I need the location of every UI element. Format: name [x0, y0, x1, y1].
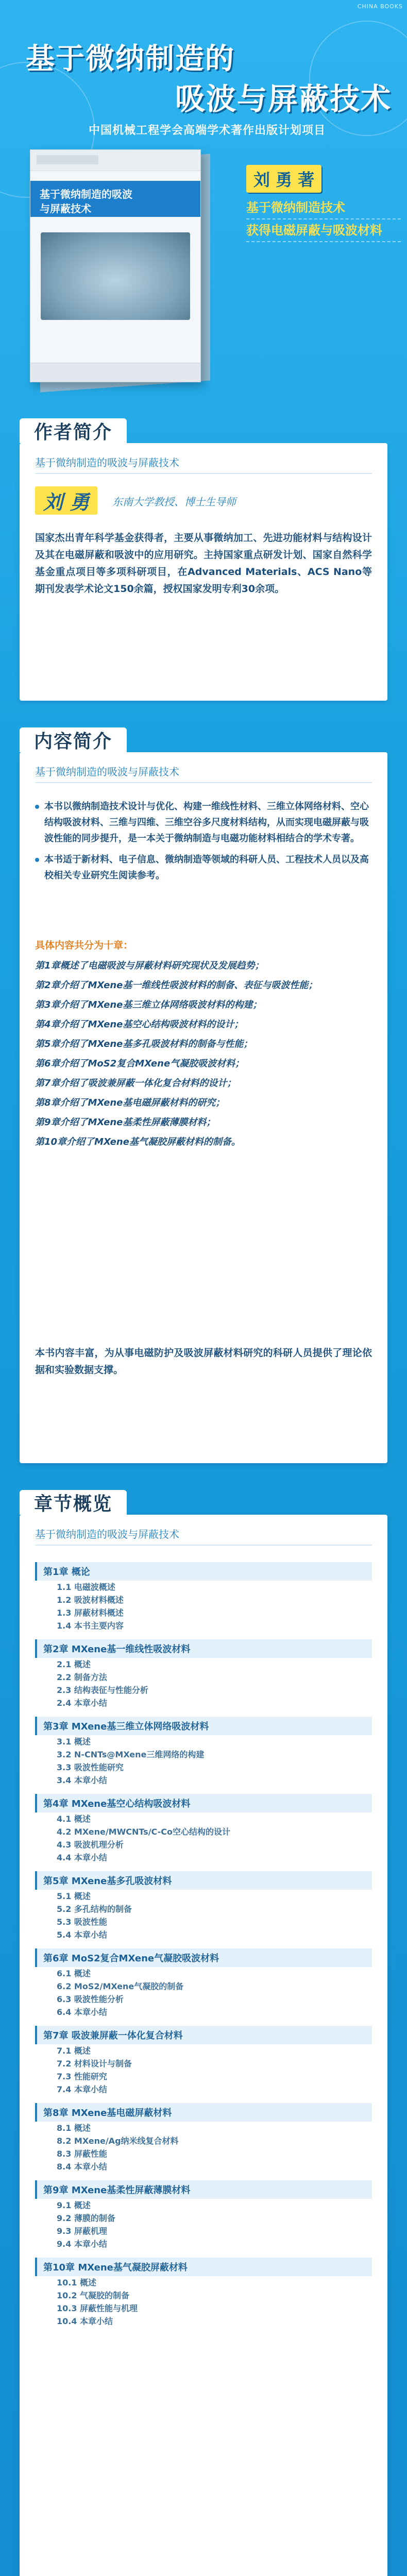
list-item: 第10章介绍了MXene基气凝胶屏蔽材料的制备。 — [35, 1137, 241, 1147]
toc-section: 1.1 电磁波概述 — [57, 1582, 115, 1592]
list-item: 本书以微纳制造技术设计与优化、构建一维线性材料、三维立体网络材料、空心结构吸波材料、三维与四维、三维空谷多尺度材料结构，从而实现电磁屏蔽与吸波性能的同步提升，是一本关于微纳制造与电磁功能材料相结合的学术专著。 — [35, 799, 372, 846]
toc-section-subtitle: 基于微纳制造的吸波与屏蔽技术 — [35, 1528, 179, 1540]
toc-section: 6.3 吸波性能分析 — [57, 1994, 124, 2004]
author-section-subtitle: 基于微纳制造的吸波与屏蔽技术 — [35, 456, 179, 469]
toc-section: 2.1 概述 — [57, 1659, 91, 1669]
toc-chapter: 第3章 MXene基三维立体网络吸波材料 — [35, 1717, 372, 1735]
list-item: 第2章介绍了MXene基一维线性吸波材料的制备、表征与吸波性能； — [35, 980, 318, 991]
toc-section: 4.4 本章小结 — [57, 1853, 107, 1862]
corner-mark: CHINA BOOKS — [357, 3, 403, 10]
toc-section: 10.1 概述 — [57, 2278, 97, 2287]
list-item: 第3章介绍了MXene基三维立体网络吸波材料的构建； — [35, 999, 262, 1010]
hero-title-line1: 基于微纳制造的 — [26, 42, 235, 76]
content-section-title: 内容简介 — [34, 731, 113, 752]
toc-section: 6.1 概述 — [57, 1969, 91, 1978]
toc-section: 10.3 屏蔽性能与机理 — [57, 2303, 138, 2313]
toc-section: 2.2 制备方法 — [57, 1672, 107, 1682]
toc-section: 3.3 吸波性能研究 — [57, 1762, 124, 1772]
features-list — [35, 958, 372, 1154]
toc-section: 4.2 MXene/MWCNTs/C-Co空心结构的设计 — [57, 1827, 231, 1837]
book-cover-title: 基于微纳制造的吸波 与屏蔽技术 — [40, 188, 132, 215]
divider — [35, 473, 372, 474]
toc-section: 8.2 MXene/Ag纳米线复合材料 — [57, 2136, 179, 2146]
toc-section: 2.3 结构表征与性能分析 — [57, 1685, 148, 1695]
toc-card — [20, 1493, 387, 2576]
list-item: 第1章概述了电磁吸波与屏蔽材料研究现状及发展趋势； — [35, 960, 264, 971]
toc-section: 10.4 本章小结 — [57, 2316, 113, 2326]
toc-section: 5.2 多孔结构的制备 — [57, 1904, 132, 1914]
toc-chapter: 第7章 吸波兼屏蔽一体化复合材料 — [35, 2026, 372, 2044]
book — [30, 149, 201, 382]
toc-section: 4.1 概述 — [57, 1814, 91, 1824]
toc-section: 2.4 本章小结 — [57, 1698, 107, 1708]
hero-tagline-1: 基于微纳制造技术 — [246, 197, 401, 219]
toc-section: 5.1 概述 — [57, 1891, 91, 1901]
list-item: 第7章介绍了吸波兼屏蔽一体化复合材料的设计； — [35, 1078, 236, 1089]
book-cover-image — [41, 232, 190, 320]
toc-section: 10.2 气凝胶的制备 — [57, 2291, 130, 2300]
toc-section: 9.4 本章小结 — [57, 2239, 107, 2249]
toc-section-title: 章节概览 — [34, 1493, 113, 1515]
features-heading: 具体内容共分为十章： — [35, 940, 133, 951]
toc-section: 1.3 屏蔽材料概述 — [57, 1608, 124, 1618]
toc-section: 8.1 概述 — [57, 2123, 91, 2133]
toc-section: 5.3 吸波性能 — [57, 1917, 107, 1927]
toc-chapter: 第9章 MXene基柔性屏蔽薄膜材料 — [35, 2180, 372, 2199]
toc-chapter: 第1章 概论 — [35, 1562, 372, 1581]
toc-section: 7.2 材料设计与制备 — [57, 2059, 132, 2069]
toc-section: 9.2 薄膜的制备 — [57, 2213, 115, 2223]
list-item: 第6章介绍了MoS2复合MXene气凝胶吸波材料； — [35, 1058, 245, 1069]
divider — [35, 782, 372, 783]
author-badge: 刘 勇 著 — [246, 165, 321, 193]
hero-title-line2: 吸波与屏蔽技术 — [175, 81, 392, 116]
author-badge-row — [246, 165, 321, 193]
book-foot — [30, 363, 200, 382]
toc-section: 7.3 性能研究 — [57, 2072, 107, 2081]
toc-section: 3.2 N-CNTs@MXene三维网络的构建 — [57, 1750, 205, 1759]
author-card-head — [20, 418, 127, 443]
toc-chapter: 第6章 MoS2复合MXene气凝胶吸波材料 — [35, 1948, 372, 1967]
toc-chapter: 第2章 MXene基一维线性吸波材料 — [35, 1639, 372, 1658]
list-item: 第9章介绍了MXene基柔性屏蔽薄膜材料； — [35, 1117, 216, 1128]
hero-tagline-2: 获得电磁屏蔽与吸波材料 — [246, 219, 401, 242]
book-top-band — [30, 150, 200, 171]
toc-section: 3.4 本章小结 — [57, 1775, 107, 1785]
toc-section: 1.4 本书主要内容 — [57, 1621, 124, 1631]
table-of-contents — [35, 1555, 372, 2328]
hero-org-line: 中国机械工程学会高端学术著作出版计划项目 — [88, 124, 326, 137]
list-item: 第8章介绍了MXene基电磁屏蔽材料的研究； — [35, 1097, 225, 1108]
toc-section: 4.3 吸波机理分析 — [57, 1840, 124, 1850]
author-title: 东南大学教授、博士生导师 — [112, 496, 236, 508]
author-name: 刘 勇 — [35, 486, 97, 515]
toc-chapter: 第10章 MXene基气凝胶屏蔽材料 — [35, 2258, 372, 2276]
content-card — [20, 731, 387, 1463]
toc-section: 6.4 本章小结 — [57, 2007, 107, 2017]
content-card-head — [20, 727, 127, 752]
toc-section: 8.3 屏蔽性能 — [57, 2149, 107, 2159]
toc-section: 9.3 屏蔽机理 — [57, 2226, 107, 2236]
toc-card-head — [20, 1490, 127, 1515]
divider — [35, 1545, 372, 1546]
book-cover — [30, 149, 226, 392]
toc-section: 7.4 本章小结 — [57, 2084, 107, 2094]
author-bio: 国家杰出青年科学基金获得者，主要从事微纳加工、先进功能材料与结构设计及其在电磁屏蔽和吸波中的应用研究。主持国家重点研发计划、国家自然科学基金重点项目等多项科研项目，在Advanced Materials、ACS Nano等期刊发表学术论文150余篇，授权国家发明专利30余项。 — [35, 532, 372, 595]
publisher-logo — [37, 155, 98, 164]
toc-section: 1.2 吸波材料概述 — [57, 1595, 124, 1605]
content-section-subtitle: 基于微纳制造的吸波与屏蔽技术 — [35, 766, 179, 778]
content-closing: 本书内容丰富，为从事电磁防护及吸波屏蔽材料研究的科研人员提供了理论依据和实验数据支撑。 — [35, 1347, 372, 1376]
list-item: 本书适于新材料、电子信息、微纳制造等领域的科研人员、工程技术人员以及高校相关专业研究生阅读参考。 — [35, 852, 372, 884]
toc-chapter: 第8章 MXene基电磁屏蔽材料 — [35, 2103, 372, 2122]
toc-section: 7.1 概述 — [57, 2046, 91, 2056]
list-item: 第5章介绍了MXene基多孔吸波材料的制备与性能； — [35, 1039, 253, 1049]
hero-tagline — [246, 197, 401, 242]
author-card — [20, 421, 387, 701]
toc-section: 5.4 本章小结 — [57, 1930, 107, 1940]
list-item: 第4章介绍了MXene基空心结构吸波材料的设计； — [35, 1019, 244, 1030]
author-section-title: 作者简介 — [34, 421, 113, 443]
toc-chapter: 第4章 MXene基空心结构吸波材料 — [35, 1794, 372, 1812]
toc-section: 6.2 MoS2/MXene气凝胶的制备 — [57, 1981, 184, 1991]
toc-section: 3.1 概述 — [57, 1737, 91, 1747]
toc-section: 9.1 概述 — [57, 2200, 91, 2210]
content-summary-list — [35, 799, 372, 889]
toc-chapter: 第5章 MXene基多孔吸波材料 — [35, 1871, 372, 1890]
toc-section: 8.4 本章小结 — [57, 2162, 107, 2172]
